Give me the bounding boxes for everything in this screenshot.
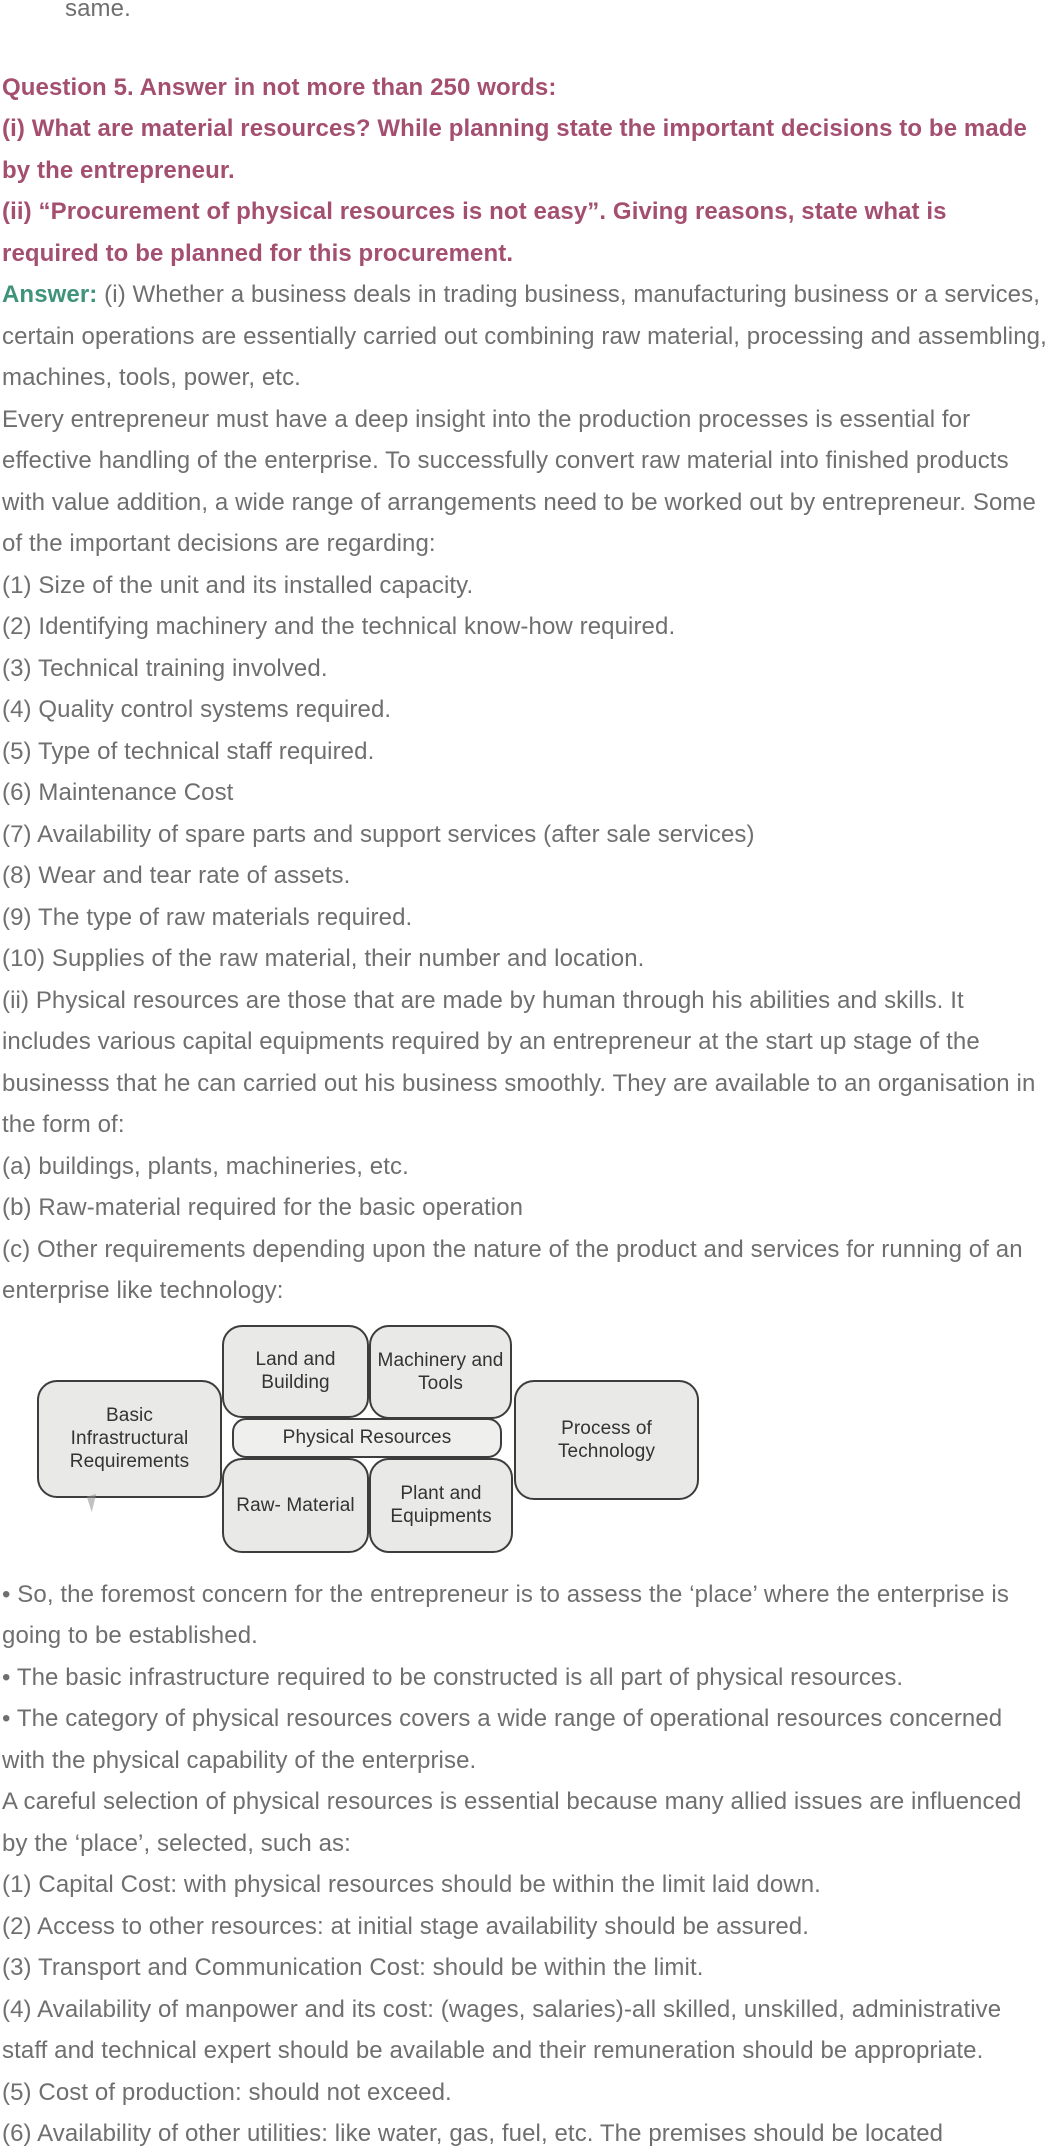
decision-item-5: (5) Type of technical staff required. [2, 737, 375, 765]
answer-intro-text-1: (i) Whether a business deals in trading business, manufacturing business or a services, certain operations are essentially carried out combining raw material, processing and assembling, machines, tools, power, etc. [2, 281, 1047, 391]
question-block [2, 67, 1048, 275]
diagram-box-basic-infrastructural-requirements: Basic Infrastructural Requirements [37, 1380, 222, 1498]
bullet-item-1: • So, the foremost concern for the entrepreneur is to assess the ‘place’ where the enterprise is going to be established. [2, 1580, 1009, 1649]
decision-item-4: (4) Quality control systems required. [2, 696, 392, 723]
answer-intro-paragraph-1 [2, 274, 1048, 399]
diagram-box-physical-resources: Physical Resources [232, 1418, 502, 1458]
factor-item-2: (2) Access to other resources: at initial stage availability should be assured. [2, 1912, 809, 1940]
physical-resources-diagram [37, 1323, 717, 1555]
answer-intro-paragraph-2: Every entrepreneur must have a deep insight into the production processes is essential for effective handling of the enterprise. To successfully convert raw material into finished products with value addition, a wide range of arrangements need to be worked out by entrepreneur. Some of the important decisions are regarding: [2, 405, 1036, 557]
diagram-box-process-of-technology: Process of Technology [514, 1380, 699, 1500]
bullet-item-2: • The basic infrastructure required to be constructed is all part of physical resources. [2, 1663, 904, 1691]
careful-selection-paragraph: A careful selection of physical resources is essential because many allied issues are influenced by the ‘place’, selected, such as: [2, 1788, 1022, 1857]
decision-item-9: (9) The type of raw materials required. [2, 903, 413, 931]
question-part-i: (i) What are material resources? While planning state the important decisions to be made by the entrepreneur. [2, 115, 1028, 184]
diagram-box-plant-and-equipments: Plant and Equipments [369, 1458, 513, 1553]
decision-item-7: (7) Availability of spare parts and support services (after sale services) [2, 820, 755, 848]
diagram-box-raw-material: Raw- Material [222, 1458, 369, 1553]
form-item-a: (a) buildings, plants, machineries, etc. [2, 1152, 409, 1180]
previous-paragraph-fragment: same. [65, 0, 131, 22]
form-item-b: (b) Raw-material required for the basic operation [2, 1194, 524, 1221]
decision-item-1: (1) Size of the unit and its installed capacity. [2, 571, 474, 599]
decision-item-10: (10) Supplies of the raw material, their number and location. [2, 945, 645, 972]
factor-item-5: (5) Cost of production: should not exceed. [2, 2078, 452, 2106]
diagram-box-machinery-and-tools: Machinery and Tools [369, 1325, 512, 1419]
decision-item-2: (2) Identifying machinery and the technical know-how required. [2, 613, 676, 640]
factor-item-3: (3) Transport and Communication Cost: should be within the limit. [2, 1954, 704, 1981]
decision-item-6: (6) Maintenance Cost [2, 779, 234, 806]
factor-item-6: (6) Availability of other utilities: like water, gas, fuel, etc. The premises should be located [2, 2120, 944, 2147]
decision-item-8: (8) Wear and tear rate of assets. [2, 862, 351, 889]
factor-item-1: (1) Capital Cost: with physical resources should be within the limit laid down. [2, 1871, 821, 1898]
question-part-ii: (ii) “Procurement of physical resources is not easy”. Giving reasons, state what is required to be planned for this procurement. [2, 198, 947, 267]
question-heading: Question 5. Answer in not more than 250 words: [2, 73, 557, 101]
answer-label: Answer: [2, 281, 98, 308]
form-item-c: (c) Other requirements depending upon the nature of the product and services for running of an enterprise like technology: [2, 1235, 1023, 1304]
decision-item-3: (3) Technical training involved. [2, 654, 328, 682]
factor-item-4: (4) Availability of manpower and its cost: (wages, salaries)-all skilled, unskilled, administrative staff and technical expert should be available and their remuneration should be appropriate. [2, 1995, 1002, 2064]
diagram-box-land-and-building: Land and Building [222, 1325, 369, 1418]
bullet-item-3: • The category of physical resources covers a wide range of operational resources concerned with the physical capability of the enterprise. [2, 1705, 1003, 1774]
answer-block [2, 274, 1048, 2150]
answer-part-ii-intro: (ii) Physical resources are those that are made by human through his abilities and skills. It includes various capital equipments required by an entrepreneur at the start up stage of the businesss that he can carried out his business smoothly. They are available to an organisation in the form of: [2, 986, 1036, 1138]
